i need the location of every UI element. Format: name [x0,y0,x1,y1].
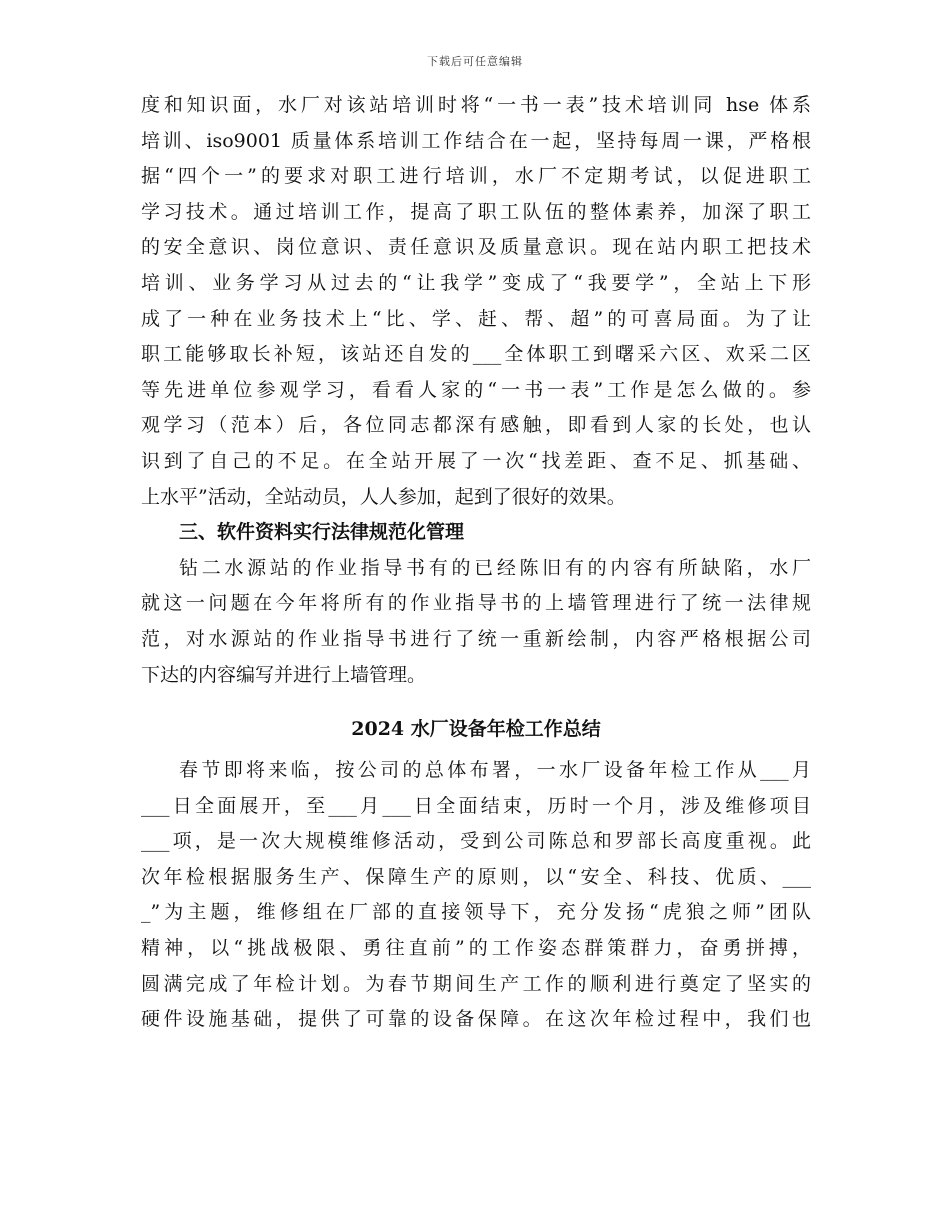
paragraph-line: 等先进单位参观学习，看看人家的“一书一表”工作是怎么做的。参 [141,378,811,401]
paragraph-line: _”为主题，维修组在厂部的直接领导下，充分发扬“虎狼之师”团队 [141,901,811,924]
paragraph-annual-inspection [141,753,811,1038]
paragraph-line: 下达的内容编写并进行上墙管理。 [141,663,427,686]
paragraph-line: 学习技术。通过培训工作，提高了职工队伍的整体素养，加深了职工 [141,200,811,223]
paragraph-line: ___项，是一次大规模维修活动，受到公司陈总和罗部长高度重视。此 [141,830,811,853]
paragraph-line: 培训、业务学习从过去的“让我学”变成了“我要学”，全站上下形 [141,271,811,294]
paragraph-line: ___日全面展开，至___月___日全面结束，历时一个月，涉及维修项目 [141,794,811,817]
paragraph-line: 据“四个一”的要求对职工进行培训，水厂不定期考试，以促进职工 [141,165,811,188]
paragraph-line: 上水平”活动，全站动员，人人参加，起到了很好的效果。 [141,485,626,508]
article-title: 2024 水厂设备年检工作总结 [351,718,601,741]
paragraph-line: 圆满完成了年检计划。为春节期间生产工作的顺利进行奠定了坚实的 [141,972,811,995]
paragraph-training [141,88,811,515]
paragraph-line: 成了一种在业务技术上“比、学、赶、帮、超”的可喜局面。为了让 [141,307,811,330]
document-body [141,88,811,1038]
paragraph-line: 范，对水源站的作业指导书进行了统一重新绘制，内容严格根据公司 [141,627,811,650]
page-header: 下载后可任意编辑 [427,55,523,68]
section-heading: 三、软件资料实行法律规范化管理 [179,521,465,544]
paragraph-line: 钻二水源站的作业指导书有的已经陈旧有的内容有所缺陷，水厂 [179,556,811,579]
paragraph-line: 识到了自己的不足。在全站开展了一次“找差距、查不足、抓基础、 [141,449,811,472]
paragraph-line: 次年检根据服务生产、保障生产的原则，以“安全、科技、优质、___ [141,865,811,888]
paragraph-software-docs [141,551,811,693]
paragraph-line: 精神，以“挑战极限、勇往直前”的工作姿态群策群力，奋勇拼搏， [141,937,811,960]
paragraph-line: 职工能够取长补短，该站还自发的___全体职工到曙采六区、欢采二区 [141,343,811,366]
paragraph-line: 培训、iso9001 质量体系培训工作结合在一起，坚持每周一课，严格根 [141,129,811,152]
paragraph-line: 的安全意识、岗位意识、责任意识及质量意识。现在站内职工把技术 [141,236,811,259]
paragraph-line: 观学习（范本）后，各位同志都深有感触，即看到人家的长处，也认 [141,414,811,437]
paragraph-line: 度和知识面，水厂对该站培训时将“一书一表”技术培训同 hse 体系 [141,94,811,116]
paragraph-line: 春节即将来临，按公司的总体布署，一水厂设备年检工作从___月 [179,759,811,782]
paragraph-line: 就这一问题在今年将所有的作业指导书的上墙管理进行了统一法律规 [141,592,811,615]
paragraph-line: 硬件设施基础，提供了可靠的设备保障。在这次年检过程中，我们也 [141,1008,811,1031]
